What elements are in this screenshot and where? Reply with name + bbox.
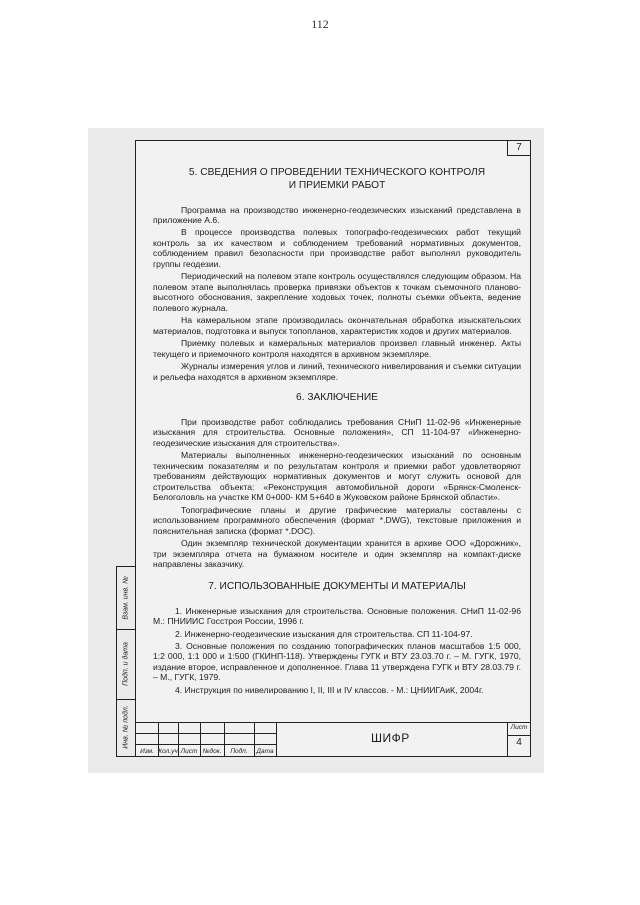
side-cell-replacement: [117, 567, 135, 630]
side-stamp: [116, 566, 136, 757]
section-5-paragraph: Периодический на полевом этапе контроль осуществлялся следующим образом. На полевом этапе выполнялась проверка привязки объектов к точкам съемочного планово-высотного обоснования, закрепление ходовых точек, полноты съемки объекта, ведение полевого журнала.: [153, 271, 521, 313]
document-frame: [135, 140, 531, 757]
section-5-paragraph: Приемку полевых и камеральных материалов произвел главный инженер. Акты текущего и приемочного контроля находятся в архивном экземпляре.: [153, 338, 521, 359]
side-label-inventory: Инв. № подл.: [122, 705, 130, 749]
section-6-paragraph: При производстве работ соблюдались требования СНиП 11-02-96 «Инженерные изыскания для строительства. Основные положения», СП 11-104-97 «Инженерно-геодезические изыскания для строительства».: [153, 417, 521, 448]
side-cell-signature: [117, 629, 135, 700]
reference-item: 1. Инженерные изыскания для строительства. Основные положения. СНиП 11-02-96 М.: ПНИИИС Госстроя России, 1996 г.: [153, 605, 521, 627]
title-block: [136, 722, 530, 756]
side-cell-inventory: [117, 699, 135, 755]
col-label-date: Дата: [256, 748, 274, 755]
section-5-paragraph: В процессе производства полевых топографо-геодезических работ текущий контроль за их качеством и соблюдением требований нормативных документов, соблюдением правил безопасности при производстве работ выполнял руководитель группы геодезии.: [153, 227, 521, 269]
sheet-box-label: Лист: [508, 724, 530, 736]
side-label-replacement: Взам. инв. №: [122, 576, 130, 620]
sheet-box: [507, 723, 530, 756]
section-6-paragraph: Один экземпляр технической документации хранится в архиве ООО «Дорожник», три экземпляра отчета на бумажном носителе и один экземпляр на компакт-диске направлены заказчику.: [153, 538, 521, 570]
document-body: [153, 167, 521, 697]
section-5-paragraph: На камеральном этапе производилась окончательная обработка изыскательских материалов, подготовка и выпуск топопланов, характеристик ходов и других материалов.: [153, 315, 521, 336]
sheet-box-value: 4: [516, 737, 522, 748]
section-5-title-line1: 5. СВЕДЕНИЯ О ПРОВЕДЕНИИ ТЕХНИЧЕСКОГО КОНТРОЛЯ: [188, 167, 486, 178]
sheet-number: 7: [507, 140, 531, 156]
col-label-docnum: №док.: [202, 748, 222, 755]
section-5-title-line2: И ПРИЕМКИ РАБОТ: [288, 179, 386, 191]
reference-item: 3. Основные положения по созданию топографических планов масштабов 1:5 000, 1:2 000, 1:1 000 и 1:500 (ГКИНП-118). Утверждены ГУГК и ВТУ 23.03.70 г. – М. ГУГК, 1970, издание второе, исправленное и дополненное. Глава 11 утверждена ГУГК и ВТУ 28.03.79 г. – М., ГУГК, 1979.: [153, 640, 521, 683]
col-label-sheet: Лист: [180, 748, 198, 755]
col-label-count: Кол.уч: [158, 748, 178, 755]
side-label-signature: Подп. и дата: [122, 642, 130, 686]
reference-item: 4. Инструкция по нивелированию I, II, III и IV классов. - М.: ЦНИИГАиК, 2004г.: [175, 684, 484, 695]
col-label-signature: Подп.: [230, 748, 248, 755]
section-6-paragraph: Топографические планы и другие графические материалы составлены с использованием программного обеспечения (формат *.DWG), текстовые приложения и пояснительная записка (формат *.DOC).: [153, 504, 521, 536]
section-5-paragraph: Журналы измерения углов и линий, технического нивелирования и съемки ситуации и рельефа находятся в архивном экземпляре.: [153, 361, 521, 382]
page-number: 112: [311, 17, 329, 31]
section-7-title: 7. ИСПОЛЬЗОВАННЫЕ ДОКУМЕНТЫ И МАТЕРИАЛЫ: [208, 580, 466, 592]
section-5-paragraph: Программа на производство инженерно-геодезических изысканий представлена в приложение А.6.: [153, 204, 521, 225]
col-label-change: Изм.: [140, 748, 154, 755]
reference-item: 2. Инженерно-геодезические изыскания для строительства. СП 11-104-97.: [175, 628, 473, 639]
section-6-title: 6. ЗАКЛЮЧЕНИЕ: [296, 392, 378, 404]
revision-grid: [136, 723, 276, 756]
section-5-title: [153, 167, 521, 193]
document-cipher: ШИФР: [371, 731, 410, 745]
section-6-paragraph: Материалы выполненных инженерно-геодезических изысканий по основным техническим показателям и по результатам контроля и приемки работ удовлетворяют требованиям действующих нормативных документов и могут служить основой для строительства объекта: «Реконструкция автомобильной дороги «Брянск-Смоленск-Белоголовль на участке КМ 0+000- КМ 5+640 в Жуковском районе Брянской области».: [153, 450, 521, 503]
